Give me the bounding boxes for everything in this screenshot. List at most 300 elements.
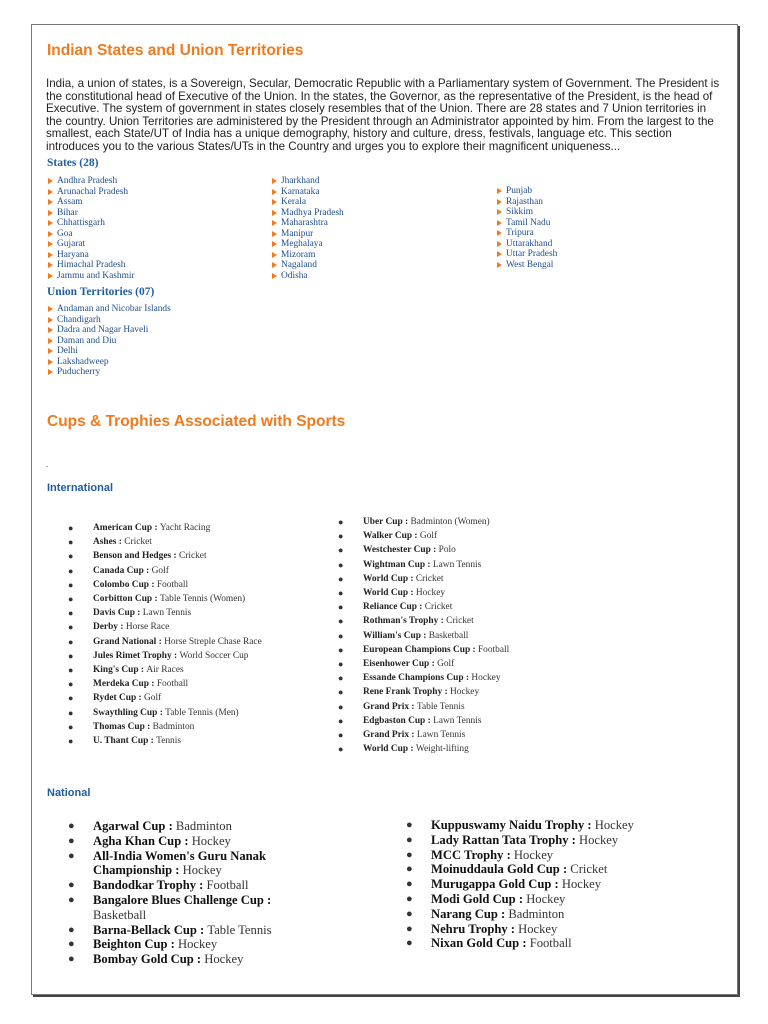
cup-list-item [67,521,262,535]
cup-name: Moinuddaula Gold Cup : [431,862,571,877]
state-link[interactable] [47,208,135,219]
cup-name: Bangalore Blues Challenge Cup : [93,892,272,907]
national-heading: National [47,787,91,799]
cup-name: MCC Trophy : [431,847,514,862]
cup-name: Rydet Cup : [93,693,144,704]
cup-list-item [406,833,646,848]
sport-name: World Soccer Cup [179,650,249,661]
cup-name: Narang Cup : [431,906,509,921]
sport-name: Hockey [513,847,554,862]
bullet-icon: ● [406,878,413,891]
sport-name: Hockey [561,877,602,892]
state-link-label[interactable]: Gujarat [57,239,86,249]
arrow-bullet-icon [48,231,53,237]
sport-name: Table Tennis [416,701,465,712]
bullet-icon: ● [338,715,344,726]
cups-heading: Cups & Trophies Associated with Sports [47,413,346,430]
bullet-icon: ● [68,650,74,661]
cup-list-item [67,691,262,705]
bullet-icon: ● [338,602,344,613]
sport-name: Badminton (Women) [410,517,490,527]
cup-name: Nixan Gold Cup : [431,936,530,951]
sport-name: Hockey [526,891,566,906]
intro-paragraph: India, a union of states, is a Sovereign, Secular, Democratic Republic with a Parliamentary system of Government. The President is the constitutional head of Executive of the Union. In the states, the Governor, as the representative of the President, is the head of Executive. The system of government in states closely resembles that of the Union. There are 28 states and 7 Union territories in the country. Union Territories are administered by the President through an Administrator appointed by him. From the largest to the smallest, each State/UT of India has a unique demography, history and culture, dress, festivals, language etc. This section introduces you to the various States/UTs in the Country and urges you to explore their magnificent uniqueness... [46,77,720,153]
cup-list-item [337,558,509,572]
sport-name: Horse Race [125,622,170,633]
cup-list-item [68,937,308,952]
cup-list-item [67,549,262,563]
cup-name: Benson and Hedges : [93,551,179,562]
union-territory-link-label[interactable]: Puducherry [57,367,101,377]
arrow-bullet-icon [497,241,502,247]
arrow-bullet-icon [48,338,53,344]
bullet-icon: ● [68,820,75,832]
cup-name: Agha Khan Cup : [93,833,192,848]
cup-name: Merdeka Cup : [93,679,157,690]
state-link[interactable] [271,218,344,229]
sport-name: Table Tennis (Men) [165,707,239,718]
state-link[interactable] [496,260,557,271]
bullet-icon: ● [68,622,74,633]
bullet-icon: ● [406,892,413,905]
cup-name: Thomas Cup : [93,721,153,732]
cup-list-item [337,685,509,699]
arrow-bullet-icon [48,359,53,365]
state-link[interactable] [271,250,344,261]
state-link-label[interactable]: Uttarakhand [506,238,553,249]
cup-list-item [67,606,262,620]
state-link[interactable] [271,229,344,240]
cup-list-item [406,936,646,951]
bullet-icon: ● [68,736,74,747]
cup-name: Agarwal Cup : [93,819,176,833]
sport-name: Badminton [175,819,232,833]
arrow-bullet-icon [48,189,53,195]
sport-name: Basketball [93,907,147,922]
cup-name: Essande Champions Cup : [363,673,472,684]
state-link-label[interactable]: West Bengal [506,259,554,270]
bullet-icon: ● [68,893,75,906]
bullet-icon: ● [338,744,344,755]
bullet-icon: ● [338,588,344,599]
bullet-icon: ● [68,938,75,951]
state-link[interactable] [271,176,344,187]
sport-name: Hockey [191,833,231,848]
bullet-icon: ● [338,630,344,641]
arrow-bullet-icon [497,262,502,268]
arrow-bullet-icon [497,230,502,236]
sport-name: Hockey [518,921,558,936]
state-link[interactable] [47,229,135,240]
state-link[interactable] [496,239,557,250]
arrow-bullet-icon [272,199,277,205]
state-link[interactable] [271,187,344,198]
state-link-label[interactable]: Rajasthan [506,196,543,207]
cup-name: Jules Rimet Trophy : [93,650,180,661]
state-link[interactable] [47,250,135,261]
cup-list-item [337,657,509,671]
cup-name: Modi Gold Cup : [431,891,527,906]
state-link[interactable] [47,239,135,250]
cup-list-item [337,614,509,628]
bullet-icon: ● [68,707,74,718]
arrow-bullet-icon [48,273,53,279]
bullet-icon: ● [68,879,75,892]
union-territory-link-label[interactable]: Lakshadweep [57,356,109,367]
cup-name: Corbitton Cup : [93,594,160,605]
sport-name: Hockey [594,818,634,832]
states-list-col2 [271,176,344,281]
sport-name: Hockey [579,832,619,847]
arrow-bullet-icon [48,199,53,205]
state-link-label[interactable]: Chhattisgarh [57,218,105,228]
sport-name: Cricket [446,616,474,627]
sport-name: Lawn Tennis [142,608,192,619]
arrow-bullet-icon [497,209,502,215]
bullet-icon: ● [338,659,344,670]
cup-name: King's Cup : [93,665,147,676]
cup-list-item [68,893,308,923]
state-link[interactable] [496,228,557,239]
union-territories-list [47,304,171,378]
sport-name: Basketball [428,630,469,641]
state-link-label[interactable]: Goa [57,228,73,239]
state-link[interactable] [496,218,557,229]
bullet-icon: ● [406,922,413,935]
state-link-label[interactable]: Jammu and Kashmir [57,270,135,281]
cup-name: Bandodkar Trophy : [93,878,207,893]
arrow-bullet-icon [48,220,53,226]
union-territory-link[interactable] [47,357,171,368]
state-link[interactable] [271,271,344,282]
cup-list-item [406,922,646,937]
bullet-icon: ● [338,559,344,570]
cup-list-item [67,734,262,748]
arrow-bullet-icon [497,199,502,205]
bullet-icon: ● [68,923,75,936]
state-link[interactable] [47,218,135,229]
bullet-icon: ● [338,517,344,527]
union-territory-link[interactable] [47,346,171,357]
cup-list-item [337,600,509,614]
state-link-label[interactable]: Manipur [281,228,314,239]
arrow-bullet-icon [48,348,53,354]
arrow-bullet-icon [48,241,53,247]
arrow-bullet-icon [48,210,53,216]
state-link-label[interactable]: Sikkim [506,207,534,217]
cup-name: U. Thant Cup : [93,736,157,747]
sport-name: Hockey [178,937,218,952]
cup-name: Eisenhower Cup : [363,659,438,670]
arrow-bullet-icon [497,188,502,194]
arrow-bullet-icon [272,231,277,237]
bullet-icon: ● [406,907,413,920]
cup-list-item [67,649,262,663]
arrow-bullet-icon [272,252,277,258]
national-cups-col1 [68,819,308,967]
state-link[interactable] [47,271,135,282]
cup-name: Colombo Cup : [93,579,157,590]
state-link-label[interactable]: Punjab [506,186,533,196]
cup-name: Murugappa Gold Cup : [431,877,562,892]
bullet-icon: ● [338,701,344,712]
bullet-icon: ● [68,523,74,533]
cup-list-item [68,834,308,849]
sport-name: Football [529,936,572,951]
bullet-icon: ● [338,644,344,655]
state-link-label[interactable]: Maharashtra [281,218,328,228]
cup-list-item [406,862,646,877]
state-link[interactable] [496,197,557,208]
cup-list-item [406,907,646,922]
sport-name: Hockey [182,863,222,878]
states-list-col3 [496,186,557,270]
bullet-icon: ● [68,537,74,548]
cup-name: Bombay Gold Cup : [93,952,205,967]
arrow-bullet-icon [48,327,53,333]
cup-name: Uber Cup : [363,517,411,527]
cup-name: World Cup : [363,744,416,755]
cup-list-item [406,877,646,892]
cup-name: Swaythling Cup : [93,707,166,718]
cup-name: Walker Cup : [363,531,420,542]
states-heading: States (28) [47,157,99,169]
cup-list-item [406,848,646,863]
state-link[interactable] [496,186,557,197]
bullet-icon: ● [68,594,74,605]
bullet-icon: ● [338,687,344,698]
sport-name: Football [156,579,189,590]
cup-name: Grand Prix : [363,701,417,712]
cup-name: Wightman Cup : [363,559,433,570]
arrow-bullet-icon [48,317,53,323]
sport-name: Lawn Tennis [433,715,482,726]
stray-dot: . [46,460,48,469]
union-territory-link-label[interactable]: Delhi [57,346,78,356]
bullet-icon: ● [406,937,413,950]
cup-name: Davis Cup : [93,608,143,619]
arrow-bullet-icon [48,306,53,312]
cup-name: Kuppuswamy Naidu Trophy : [431,818,595,832]
cup-list-item [67,578,262,592]
sport-name: Badminton [152,721,195,732]
cup-list-item [337,742,509,756]
sport-name: Hockey [204,952,244,967]
bullet-icon: ● [68,693,74,704]
cup-list-item [337,529,509,543]
sport-name: Yacht Racing [159,523,211,533]
union-territory-link[interactable] [47,325,171,336]
state-link[interactable] [271,208,344,219]
arrow-bullet-icon [48,178,53,184]
sport-name: Cricket [178,551,207,562]
sport-name: Cricket [570,862,608,877]
state-link-label[interactable]: Nagaland [281,260,317,270]
cup-name: Barna-Bellack Cup : [93,922,208,937]
arrow-bullet-icon [272,220,277,226]
cup-list-item [67,592,262,606]
state-link-label[interactable]: Arunachal Pradesh [57,186,129,197]
state-link-label[interactable]: Mizoram [281,249,316,260]
cup-list-item [68,952,308,967]
cup-list-item [68,923,308,938]
cup-name: Canada Cup : [93,565,152,576]
page-title: Indian States and Union Territories [47,42,304,59]
state-link[interactable] [496,249,557,260]
cup-name: Ashes : [93,537,125,548]
cup-list-item [337,700,509,714]
state-link[interactable] [271,239,344,250]
bullet-icon: ● [338,531,344,542]
cup-name: Grand National : [93,636,165,647]
cup-list-item [337,586,509,600]
union-territory-link-label[interactable]: Dadra and Nagar Haveli [57,325,149,335]
cup-list-item [337,728,509,742]
arrow-bullet-icon [272,262,277,268]
union-territory-link-label[interactable]: Andaman and Nicobar Islands [57,304,171,314]
union-territory-link[interactable] [47,315,171,326]
bullet-icon: ● [68,679,74,690]
union-territory-link-label[interactable]: Chandigarh [57,314,101,325]
bullet-icon: ● [68,551,74,562]
cup-list-item [68,849,308,879]
bullet-icon: ● [338,616,344,627]
state-link-label[interactable]: Madhya Pradesh [281,207,344,218]
sport-name: Polo [438,545,456,556]
sport-name: Cricket [415,573,444,584]
cup-name: World Cup : [363,588,416,599]
sport-name: Badminton [508,906,565,921]
sport-name: Weight-lifting [415,744,469,755]
arrow-bullet-icon [272,189,277,195]
cup-list-item [337,572,509,586]
bullet-icon: ● [406,848,413,861]
arrow-bullet-icon [48,262,53,268]
cup-list-item [337,515,509,529]
bullet-icon: ● [338,730,344,741]
state-link[interactable] [47,260,135,271]
cup-name: Lady Rattan Tata Trophy : [431,832,580,847]
cup-list-item [67,677,262,691]
state-link-label[interactable]: Tripura [506,228,534,238]
sport-name: Football [206,878,249,893]
state-link[interactable] [47,197,135,208]
union-territory-link[interactable] [47,367,171,378]
sport-name: Hockey [415,588,446,599]
sport-name: Tennis [156,736,182,747]
sport-name: Golf [151,565,169,576]
cup-name: William's Cup : [363,630,429,641]
state-link-label[interactable]: Odisha [281,270,308,281]
arrow-bullet-icon [497,220,502,226]
bullet-icon: ● [68,565,74,576]
cup-list-item [68,819,308,834]
union-territory-link[interactable] [47,304,171,315]
state-link-label[interactable]: Bihar [57,207,78,218]
cup-list-item [67,564,262,578]
state-link-label[interactable]: Tamil Nadu [506,217,551,228]
sport-name: Hockey [471,673,501,684]
bullet-icon: ● [68,834,75,847]
bullet-icon: ● [406,819,413,831]
union-territories-heading: Union Territories (07) [47,286,155,298]
cup-list-item [406,818,646,833]
arrow-bullet-icon [272,241,277,247]
bullet-icon: ● [68,953,75,966]
arrow-bullet-icon [48,252,53,258]
sport-name: Cricket [124,537,152,548]
cup-name: American Cup : [93,523,160,533]
state-link-label[interactable]: Andhra Pradesh [57,176,118,186]
state-link-label[interactable]: Haryana [57,249,89,260]
cup-name: Rene Frank Trophy : [363,687,450,698]
sport-name: Hockey [450,687,480,698]
cup-list-item [337,643,509,657]
sport-name: Lawn Tennis [416,730,466,741]
state-link-label[interactable]: Assam [57,197,83,207]
state-link-label[interactable]: Himachal Pradesh [57,260,126,270]
cup-list-item [337,629,509,643]
cup-list-item [68,878,308,893]
arrow-bullet-icon [48,369,53,375]
sport-name: Golf [437,659,455,670]
state-link-label[interactable]: Kerala [281,197,306,207]
national-cups-col2 [406,818,646,951]
state-link[interactable] [47,187,135,198]
sport-name: Football [477,644,510,655]
cup-name: Derby : [93,622,126,633]
cup-list-item [67,706,262,720]
cup-list-item [67,720,262,734]
state-link-label[interactable]: Jharkhand [281,176,320,186]
cup-name: Reliance Cup : [363,602,425,613]
cup-list-item [67,535,262,549]
state-link-label[interactable]: Karnataka [281,186,320,197]
state-link[interactable] [496,207,557,218]
international-cups-col2 [337,515,509,756]
state-link-label[interactable]: Meghalaya [281,239,323,249]
cup-name: World Cup : [363,573,416,584]
bullet-icon: ● [406,863,413,876]
state-link-label[interactable]: Uttar Pradesh [506,249,558,259]
cup-list-item [67,635,262,649]
cup-list-item [67,663,262,677]
cup-name: Beighton Cup : [93,937,179,952]
bullet-icon: ● [68,721,74,732]
sport-name: Football [156,679,189,690]
bullet-icon: ● [68,608,74,619]
union-territory-link[interactable] [47,336,171,347]
state-link[interactable] [271,260,344,271]
sport-name: Table Tennis (Women) [159,594,246,605]
sport-name: Table Tennis [207,922,272,937]
bullet-icon: ● [68,579,74,590]
union-territory-link-label[interactable]: Daman and Diu [57,335,117,346]
cup-name: Edgbaston Cup : [363,715,434,726]
cup-name: Rothman's Trophy : [363,616,447,627]
bullet-icon: ● [68,849,75,862]
cup-name: All-India Women's Guru Nanak Championship : [93,848,266,878]
bullet-icon: ● [338,545,344,556]
cup-name: Grand Prix : [363,730,417,741]
sport-name: Lawn Tennis [432,559,482,570]
state-link[interactable] [271,197,344,208]
sport-name: Air Races [146,665,184,676]
state-link[interactable] [47,176,135,187]
sport-name: Golf [419,531,438,542]
cup-name: Westchester Cup : [363,545,439,556]
bullet-icon: ● [338,673,344,684]
